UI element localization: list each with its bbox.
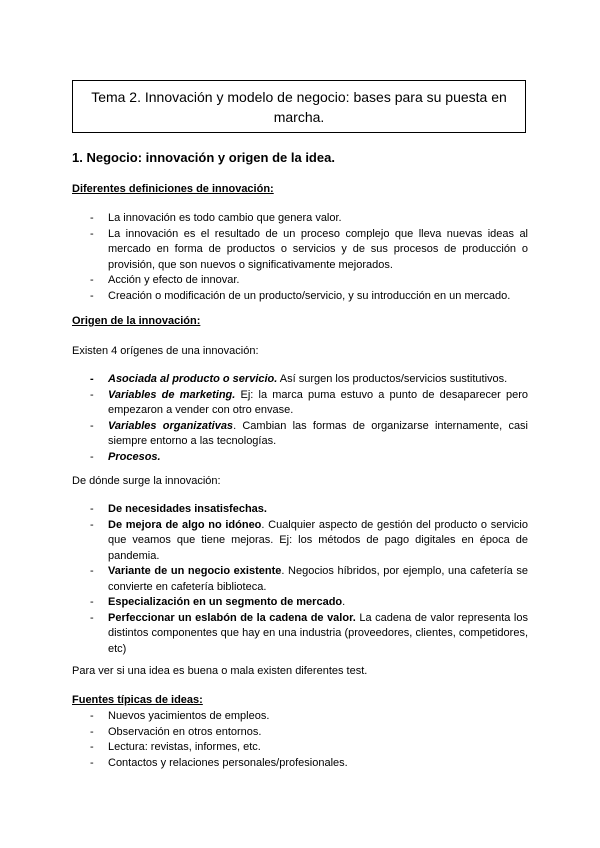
document-title: Tema 2. Innovación y modelo de negocio: bases para su puesta en marcha. xyxy=(91,88,507,125)
document-title-box xyxy=(72,80,526,133)
list-item: - La innovación es todo cambio que genera valor. xyxy=(72,211,528,227)
item-label: Procesos. xyxy=(108,450,161,463)
list-item xyxy=(72,419,528,450)
item-text: . xyxy=(342,596,346,608)
definitions-list xyxy=(72,211,528,304)
list-item xyxy=(72,450,528,466)
item-text: . Negocios híbridos, por ejemplo, una cafetería se convierte en cafetería biblioteca. xyxy=(108,565,528,593)
where-intro: De dónde surge la innovación: xyxy=(72,475,221,487)
list-item xyxy=(72,595,528,611)
item-label: Variante de un negocio existente xyxy=(108,565,282,577)
definitions-title: Diferentes definiciones de innovación: xyxy=(72,183,274,195)
item-label: Variables organizativas xyxy=(108,419,234,432)
item-text: . Cualquier aspecto de gestión del producto o servicio que veamos que tiene mejoras. Ej: los métodos de pago digitales en época de pandemia. xyxy=(108,518,528,562)
list-item: - Lectura: revistas, informes, etc. xyxy=(72,740,528,756)
item-label: Perfeccionar un eslabón de la cadena de valor. xyxy=(108,611,356,624)
list-item xyxy=(72,611,528,658)
list-item xyxy=(72,518,528,565)
origin-title: Origen de la innovación: xyxy=(72,315,201,327)
list-item xyxy=(72,372,528,388)
list-item: - Creación o modificación de un producto/servicio, y su introducción en un mercado. xyxy=(72,289,528,305)
list-item: - Contactos y relaciones personales/profesionales. xyxy=(72,756,528,772)
origin-list xyxy=(72,372,528,465)
list-item xyxy=(72,564,528,595)
section-heading: 1. Negocio: innovación y origen de la idea. xyxy=(72,150,335,165)
list-item xyxy=(72,388,528,419)
list-item: - Acción y efecto de innovar. xyxy=(72,273,528,289)
list-item: - La innovación es el resultado de un proceso complejo que lleva nuevas ideas al mercado en forma de productos o servicios y de sus procesos de producción o provisión, que son nuevos o significativamente mejorados. xyxy=(72,227,528,274)
list-item xyxy=(72,502,528,518)
item-label: Asociada al producto o servicio. xyxy=(108,373,278,385)
list-item: - Nuevos yacimientos de empleos. xyxy=(72,709,528,725)
origin-intro: Existen 4 orígenes de una innovación: xyxy=(72,345,259,357)
item-label: Especialización en un segmento de mercado xyxy=(108,596,343,608)
sources-list xyxy=(72,709,528,771)
test-note: Para ver si una idea es buena o mala existen diferentes test. xyxy=(72,665,368,677)
where-list xyxy=(72,502,528,657)
item-label: De necesidades insatisfechas. xyxy=(108,503,267,515)
item-text: Así surgen los productos/servicios sustitutivos. xyxy=(277,373,508,385)
item-text: Ej: la marca puma estuvo a punto de desaparecer pero empezaron a vender con otro envase. xyxy=(108,388,528,416)
item-text: . Cambian las formas de organizarse internamente, casi siempre entorno a las tecnologías. xyxy=(108,419,529,447)
item-text: La cadena de valor representa los distintos componentes que hay en una industria (proveedores, clientes, competidores, etc) xyxy=(108,611,528,655)
sources-title: Fuentes típicas de ideas: xyxy=(72,694,203,706)
item-label: De mejora de algo no idóneo xyxy=(108,518,262,531)
item-label: Variables de marketing. xyxy=(108,388,236,401)
list-item: - Observación en otros entornos. xyxy=(72,725,528,741)
